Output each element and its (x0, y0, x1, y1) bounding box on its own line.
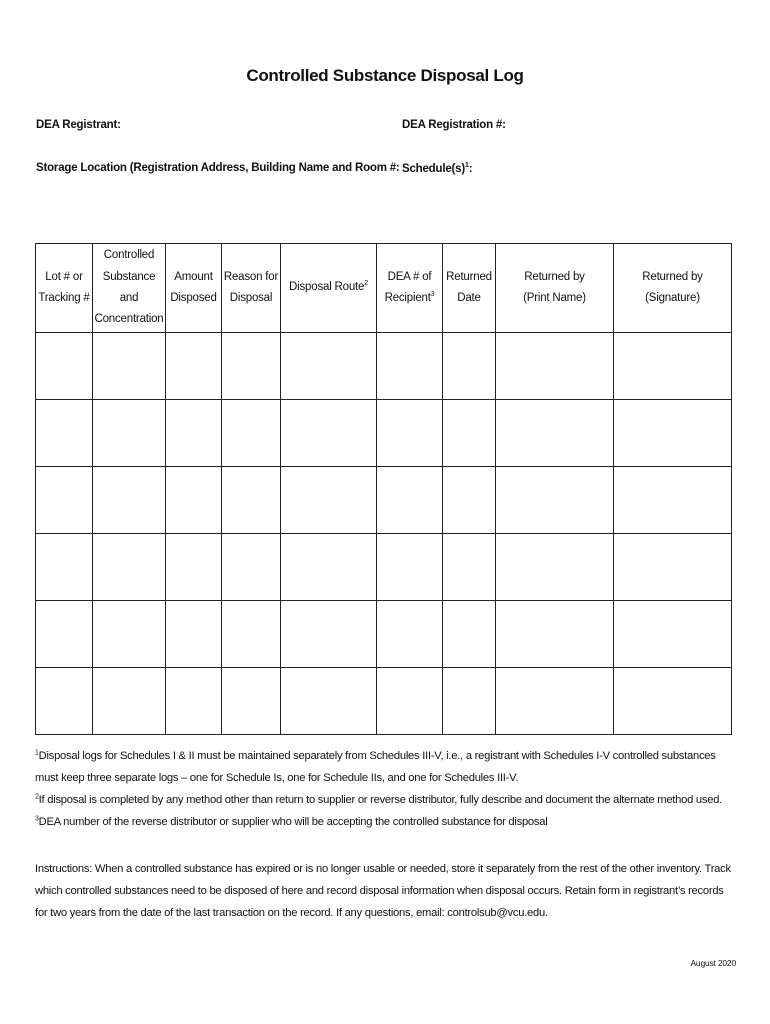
footnote-ref: 2 (364, 280, 368, 288)
table-cell[interactable] (222, 467, 281, 534)
table-cell[interactable] (496, 467, 614, 534)
column-header (281, 244, 377, 333)
footnote-number: 2 (35, 793, 39, 801)
table-cell[interactable] (281, 400, 377, 467)
table-row (36, 534, 732, 601)
dea-registrant-label: DEA Registrant: (36, 119, 121, 131)
table-cell[interactable] (614, 534, 732, 601)
table-cell[interactable] (281, 601, 377, 668)
table-cell[interactable] (443, 668, 496, 735)
table-cell[interactable] (377, 668, 443, 735)
footnote-number: 1 (35, 749, 39, 757)
table-cell[interactable] (36, 668, 93, 735)
column-header-line: and (119, 292, 139, 304)
table-cell[interactable] (93, 333, 166, 400)
table-cell[interactable] (36, 601, 93, 668)
revision-date: August 2020 (690, 958, 736, 968)
column-header-line: Lot # or (45, 270, 83, 283)
table-cell[interactable] (93, 668, 166, 735)
table-cell[interactable] (377, 467, 443, 534)
column-header (496, 244, 614, 333)
footnote (35, 789, 735, 811)
column-header (222, 244, 281, 333)
footnotes (35, 745, 735, 833)
column-header-line: Returned by (524, 270, 585, 283)
column-header-line: Recipient (384, 292, 431, 304)
table-cell[interactable] (614, 400, 732, 467)
table-cell[interactable] (93, 601, 166, 668)
table-cell[interactable] (36, 333, 93, 400)
schedules-label-text: Schedule(s) (402, 162, 465, 175)
table-cell[interactable] (614, 601, 732, 668)
table-cell[interactable] (377, 601, 443, 668)
table-cell[interactable] (496, 601, 614, 668)
table-cell[interactable] (281, 333, 377, 400)
footnote (35, 811, 735, 833)
table-cell[interactable] (614, 333, 732, 400)
table-cell[interactable] (93, 534, 166, 601)
table-cell[interactable] (222, 534, 281, 601)
column-header-line: Substance (102, 270, 156, 283)
table-row (36, 400, 732, 467)
table-cell[interactable] (377, 400, 443, 467)
table-cell[interactable] (377, 534, 443, 601)
table-header-row (36, 244, 732, 333)
instructions-text: Instructions: When a controlled substance has expired or is no longer usable or needed, store it separately from the rest of the other inventory. Track which controlled substances need to be disposed of here and record disposal information when disposal occurs. Retain form in registrant’s records for two years from the date of the last transaction on the record. If any questions, email: controlsub@vcu.edu. (35, 863, 731, 919)
table-cell[interactable] (36, 467, 93, 534)
table-cell[interactable] (166, 467, 222, 534)
table-cell[interactable] (222, 601, 281, 668)
schedules-label-colon: : (468, 162, 473, 175)
column-header-line: Date (457, 292, 481, 304)
table-cell[interactable] (36, 400, 93, 467)
column-header-line: Tracking # (38, 292, 90, 304)
table-cell[interactable] (496, 668, 614, 735)
column-header (93, 244, 166, 333)
table-row (36, 601, 732, 668)
table-cell[interactable] (166, 601, 222, 668)
column-header (36, 244, 93, 333)
footnote-text: Disposal logs for Schedules I & II must be maintained separately from Schedules III-V, i.e., a registrant with Schedules I-V controlled substances must keep three separate logs – one for Schedule Is, one for Schedule IIs, and one for Schedules III-V. (35, 750, 716, 784)
table-cell[interactable] (281, 668, 377, 735)
table-row (36, 668, 732, 735)
table-cell[interactable] (281, 534, 377, 601)
table-cell[interactable] (496, 400, 614, 467)
table-cell[interactable] (166, 400, 222, 467)
schedules-label (402, 162, 472, 175)
table-cell[interactable] (36, 534, 93, 601)
column-header-line: Disposal Route (289, 281, 365, 294)
storage-location-label: Storage Location (Registration Address, Building Name and Room #: (36, 162, 400, 174)
document-title: Controlled Substance Disposal Log (246, 66, 524, 85)
column-header-line: Returned (446, 270, 492, 283)
column-header-line: Disposal (229, 292, 273, 304)
schedules-footnote-ref: 1 (464, 162, 469, 169)
table-cell[interactable] (166, 668, 222, 735)
table-body (36, 333, 732, 735)
column-header (377, 244, 443, 333)
table-row (36, 333, 732, 400)
table-cell[interactable] (377, 333, 443, 400)
table-cell[interactable] (222, 668, 281, 735)
column-header (614, 244, 732, 333)
footnote-text: DEA number of the reverse distributor or supplier who will be accepting the controlled substance for disposal (38, 816, 548, 828)
column-header (443, 244, 496, 333)
table-cell[interactable] (222, 400, 281, 467)
column-header-line: Returned by (Signature) (642, 270, 703, 304)
column-header-line: Reason for (223, 270, 279, 283)
table-cell[interactable] (614, 467, 732, 534)
table-cell[interactable] (281, 467, 377, 534)
table-cell[interactable] (93, 400, 166, 467)
column-header (166, 244, 222, 333)
table-cell[interactable] (443, 534, 496, 601)
table-cell[interactable] (93, 467, 166, 534)
table-cell[interactable] (443, 467, 496, 534)
column-header-line: Amount (174, 270, 213, 283)
table-cell[interactable] (166, 333, 222, 400)
dea-registration-number-label: DEA Registration #: (402, 119, 506, 131)
footnote-ref: 3 (430, 291, 435, 299)
column-header-line: Disposed (170, 292, 217, 304)
column-header-line: Concentration (94, 313, 164, 326)
column-header-line: (Print Name) (523, 292, 586, 304)
disposal-log-table (35, 243, 732, 735)
footnote-number: 3 (35, 815, 39, 823)
table-cell[interactable] (222, 333, 281, 400)
table-cell[interactable] (614, 668, 732, 735)
table-cell[interactable] (496, 534, 614, 601)
footnote-text: If disposal is completed by any method other than return to supplier or reverse distributor, fully describe and document the alternate method used. (38, 794, 723, 806)
table-row (36, 467, 732, 534)
column-header-line: DEA # of (387, 270, 432, 283)
table-cell[interactable] (443, 400, 496, 467)
table-cell[interactable] (166, 534, 222, 601)
table-cell[interactable] (496, 333, 614, 400)
table-cell[interactable] (443, 601, 496, 668)
table-cell[interactable] (443, 333, 496, 400)
column-header-line: Controlled (103, 249, 155, 262)
footnote (35, 745, 735, 789)
